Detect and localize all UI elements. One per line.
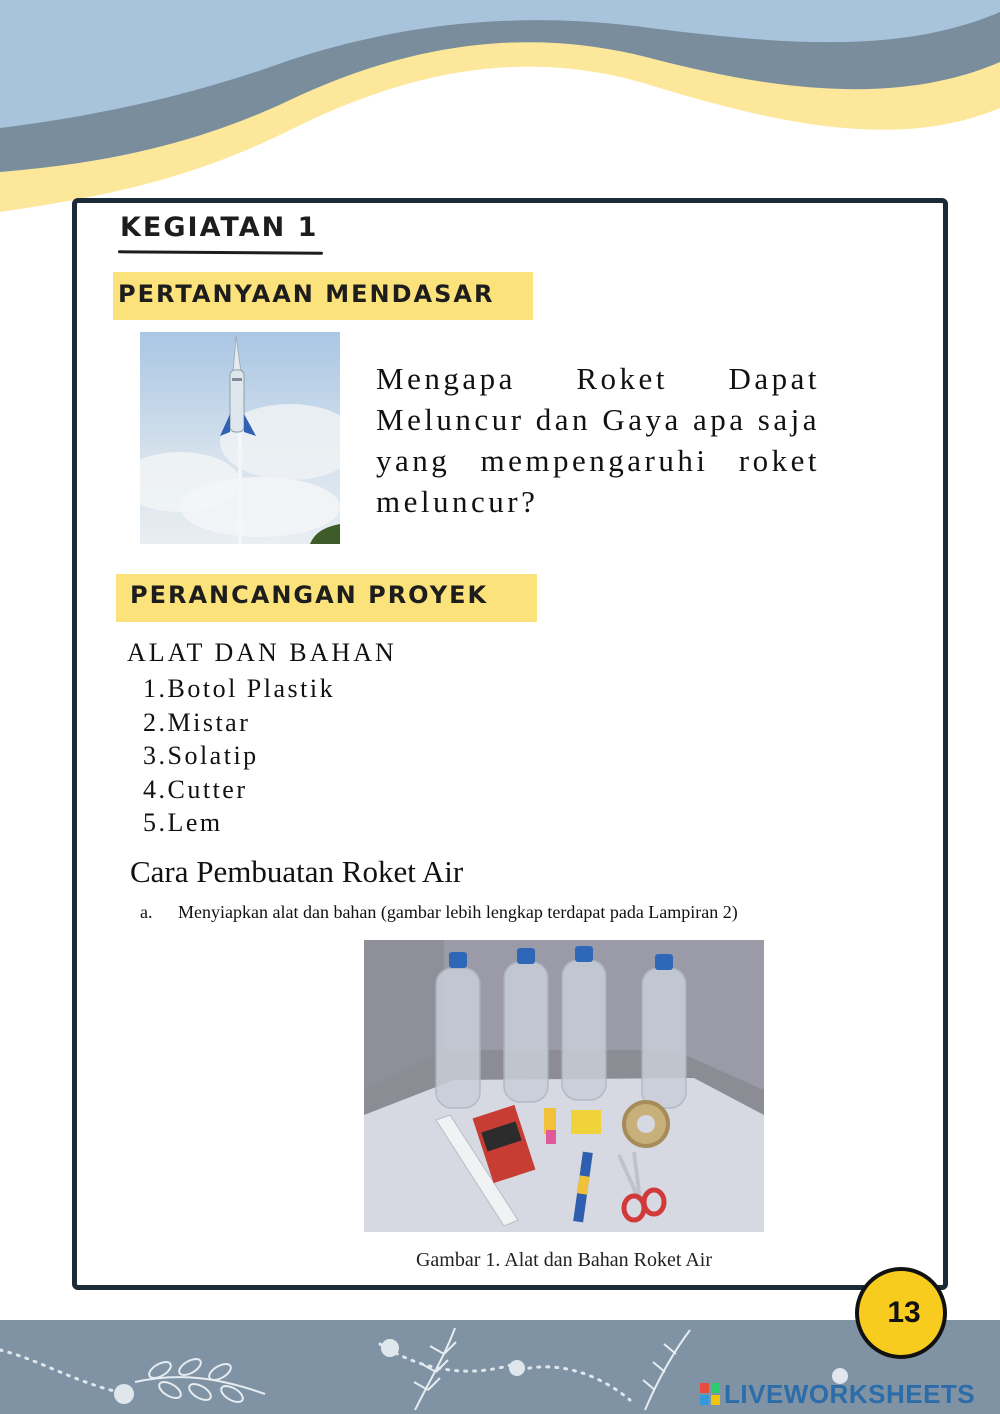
brand-watermark[interactable]: LIVEWORKSHEETS bbox=[724, 1379, 976, 1409]
list-item bbox=[143, 806, 335, 840]
materials-title: ALAT DAN BAHAN bbox=[127, 638, 397, 667]
liveworksheets-logo-icon bbox=[700, 1383, 720, 1405]
header-wave-decoration bbox=[0, 0, 1000, 220]
list-item-number: 1. bbox=[143, 674, 168, 703]
figure-caption: Gambar 1. Alat dan Bahan Roket Air bbox=[415, 1249, 713, 1271]
list-item bbox=[143, 706, 335, 740]
list-item-label: Botol Plastik bbox=[167, 674, 336, 703]
list-item-number: 4. bbox=[143, 774, 168, 804]
section-title-project-design: PERANCANGAN PROYEK bbox=[130, 581, 489, 609]
fundamental-question-text: Mengapa Roket Dapat Meluncur dan Gaya apa saja yang mempengaruhi roket meluncur? bbox=[376, 361, 820, 519]
list-item-number: 3. bbox=[143, 741, 168, 770]
procedure-step-text: Menyiapkan alat dan bahan (gambar lebih lengkap terdapat pada Lampiran 2) bbox=[178, 902, 738, 922]
list-item-label: Cutter bbox=[167, 774, 248, 804]
list-item-label: Solatip bbox=[167, 741, 259, 770]
list-item bbox=[143, 773, 335, 807]
list-item-number: 2. bbox=[143, 707, 168, 737]
rocket-launch-photo bbox=[140, 332, 340, 544]
procedure-step-label: a. bbox=[140, 902, 153, 922]
procedure-title: Cara Pembuatan Roket Air bbox=[130, 854, 464, 889]
list-item-number: 5. bbox=[143, 808, 168, 837]
materials-list bbox=[143, 672, 335, 840]
activity-title: KEGIATAN 1 bbox=[120, 212, 319, 243]
list-item-label: Lem bbox=[167, 808, 223, 837]
list-item bbox=[143, 672, 335, 706]
page-number: 13 bbox=[887, 1296, 921, 1329]
list-item bbox=[143, 739, 335, 773]
tools-and-materials-photo bbox=[364, 940, 764, 1232]
section-title-fundamental-question: PERTANYAAN MENDASAR bbox=[118, 280, 495, 308]
list-item-label: Mistar bbox=[167, 707, 251, 737]
